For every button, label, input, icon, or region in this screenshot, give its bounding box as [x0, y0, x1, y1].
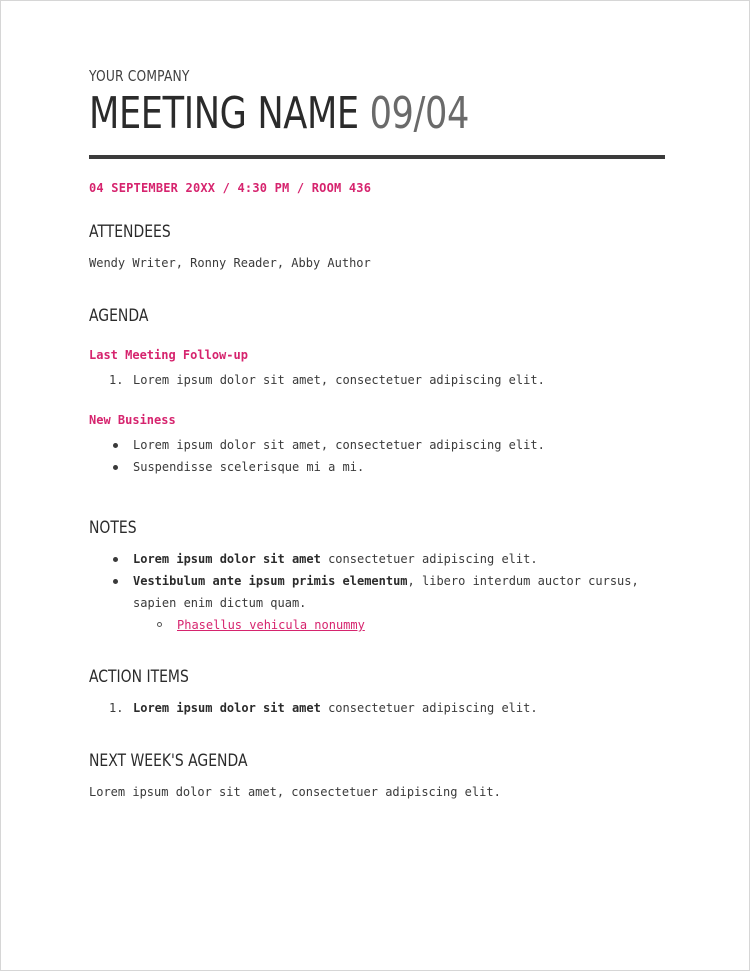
list-number: 1.	[109, 701, 124, 715]
meeting-details: 04 SEPTEMBER 20XX / 4:30 PM / ROOM 436	[89, 181, 372, 195]
bullet-icon	[113, 443, 118, 448]
sub-list-item	[89, 614, 639, 636]
list-item-text: Lorem ipsum dolor sit amet, consectetuer adipiscing elit.	[133, 438, 545, 452]
next-week-heading: NEXT WEEK'S AGENDA	[89, 751, 248, 771]
page-title	[89, 89, 550, 139]
phasellus-link[interactable]: Phasellus vehicula nonummy	[177, 618, 365, 632]
list-item	[89, 697, 538, 719]
bullet-icon	[113, 579, 118, 584]
hollow-bullet-icon	[157, 622, 162, 627]
list-item-text: Suspendisse scelerisque mi a mi.	[133, 460, 365, 474]
action-text: consectetuer adipiscing elit.	[320, 701, 538, 715]
note-text: , libero interdum auctor cursus,	[407, 574, 639, 588]
next-week-section	[89, 750, 501, 803]
meeting-name: MEETING NAME	[89, 88, 359, 139]
title-divider	[89, 155, 665, 159]
note-bold-text: Lorem ipsum dolor sit amet	[133, 552, 321, 566]
notes-list	[89, 548, 639, 614]
followup-heading: Last Meeting Follow-up	[89, 348, 248, 362]
attendees-heading: ATTENDEES	[89, 222, 171, 242]
action-bold-text: Lorem ipsum dolor sit amet	[133, 701, 321, 715]
new-business-heading: New Business	[89, 413, 176, 427]
new-business-list	[89, 434, 545, 478]
followup-list	[89, 369, 545, 391]
notes-heading: NOTES	[89, 518, 137, 538]
note-text-continued: sapien enim dictum quam.	[133, 596, 307, 610]
list-item	[89, 570, 639, 614]
notes-section	[89, 517, 639, 636]
action-items-heading: ACTION ITEMS	[89, 667, 189, 687]
list-item	[89, 548, 639, 570]
company-name: YOUR COMPANY	[89, 67, 190, 85]
bullet-icon	[113, 465, 118, 470]
meeting-date: 09/04	[369, 88, 470, 139]
bullet-icon	[113, 557, 118, 562]
header-block	[89, 65, 665, 196]
note-text: consectetuer adipiscing elit.	[320, 552, 538, 566]
action-items-list	[89, 697, 538, 719]
attendees-section	[89, 221, 371, 274]
list-item	[89, 434, 545, 456]
next-week-text: Lorem ipsum dolor sit amet, consectetuer adipiscing elit.	[89, 785, 501, 799]
list-item	[89, 369, 545, 391]
attendees-text: Wendy Writer, Ronny Reader, Abby Author	[89, 256, 371, 270]
list-item-text: Lorem ipsum dolor sit amet, consectetuer adipiscing elit.	[133, 373, 545, 387]
note-bold-text: Vestibulum ante ipsum primis elementum	[133, 574, 408, 588]
list-item	[89, 456, 545, 478]
list-number: 1.	[109, 373, 124, 387]
agenda-heading: AGENDA	[89, 306, 149, 326]
agenda-section	[89, 305, 545, 478]
action-items-section	[89, 666, 538, 719]
